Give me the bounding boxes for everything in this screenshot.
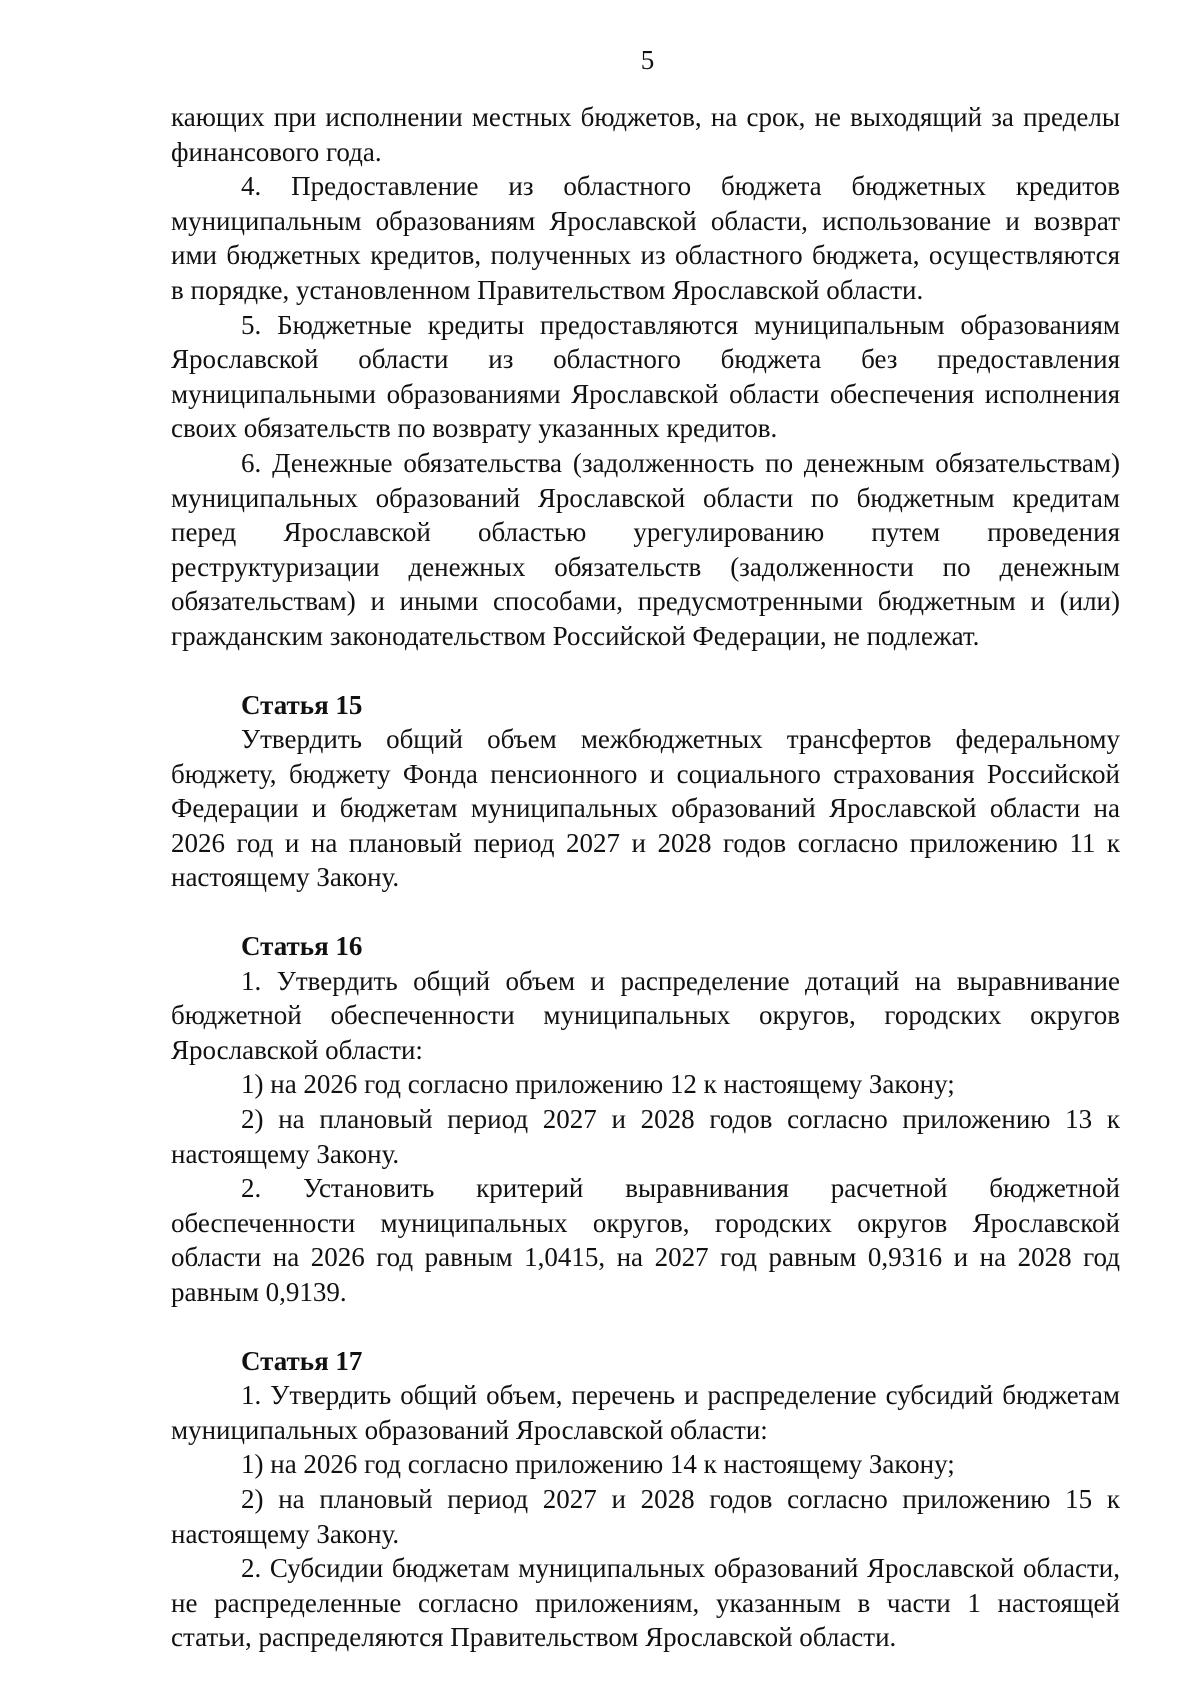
article-17-part-1: 1. Утвердить общий объем, перечень и распределение субсидий бюджетам муниципальных образований Ярославской области:	[171, 1380, 1120, 1445]
document-body	[171, 100, 1120, 1655]
spacer	[171, 654, 1120, 688]
article-16-title: Статья 16	[241, 931, 363, 962]
article-17-part-1-item-2: 2) на плановый период 2027 и 2028 годов согласно приложению 15 к настоящему Закону.	[171, 1483, 1120, 1549]
spacer	[171, 895, 1120, 929]
article-17-part-2: 2. Субсидии бюджетам муниципальных образований Ярославской области, не распределенные согласно приложениям, указанным в части 1 настоящей статьи, распределяются Правительством Ярославской области.	[171, 1553, 1120, 1653]
article-16-part-2: 2. Установить критерий выравнивания расчетной бюджетной обеспеченности муниципальных округов, городских округов Ярославской области на 2026 год равным 1,0415, на 2027 год равным 0,9316 и на 2028 год равным 0,9139.	[171, 1173, 1120, 1307]
article-16-part-1-item-2: 2) на плановый период 2027 и 2028 годов согласно приложению 13 к настоящему Закону.	[171, 1104, 1120, 1169]
paragraph-item-6: 6. Денежные обязательства (задолженность по денежным обязательствам) муниципальных образований Ярославской области по бюджетным кредитам перед Ярославской областью урегулированию путем проведения реструктуризации денежных обязательств (задолженности по денежным обязательствам) и иными способами, предусмотренными бюджетным и (или) гражданским законодательством Российской Федерации, не подлежат.	[171, 447, 1120, 651]
paragraph-continuation: кающих при исполнении местных бюджетов, на срок, не выходящий за пределы финансового года.	[171, 102, 1120, 167]
article-15-text: Утвердить общий объем межбюджетных трансфертов федеральному бюджету, бюджету Фонда пенсионного и социального страхования Российской Федерации и бюджетам муниципальных образований Ярославской области на 2026 год и на плановый период 2027 и 2028 годов согласно приложению 11 к настоящему Закону.	[171, 724, 1120, 893]
article-16-part-1-item-1: 1) на 2026 год согласно приложению 12 к настоящему Закону;	[241, 1069, 955, 1100]
article-16-part-1: 1. Утвердить общий объем и распределение дотаций на выравнивание бюджетной обеспеченности муниципальных округов, городских округов Ярославской области:	[171, 965, 1120, 1065]
page-number: 5	[640, 45, 655, 75]
paragraph-item-5: 5. Бюджетные кредиты предоставляются муниципальным образованиям Ярославской области из областного бюджета без предоставления муниципальными образованиями Ярославской области обеспечения исполнения своих обязательств по возврату указанных кредитов.	[171, 309, 1120, 444]
article-15-title: Статья 15	[241, 689, 363, 720]
article-17-part-1-item-1: 1) на 2026 год согласно приложению 14 к настоящему Закону;	[241, 1449, 955, 1480]
paragraph-item-4: 4. Предоставление из областного бюджета бюджетных кредитов муниципальным образованиям Ярославской области, использование и возврат ими бюджетных кредитов, полученных из областного бюджета, осуществляются в порядке, установленном Правительством Ярославской области.	[171, 171, 1120, 305]
article-17-title: Статья 17	[241, 1345, 363, 1376]
spacer	[171, 1310, 1120, 1344]
